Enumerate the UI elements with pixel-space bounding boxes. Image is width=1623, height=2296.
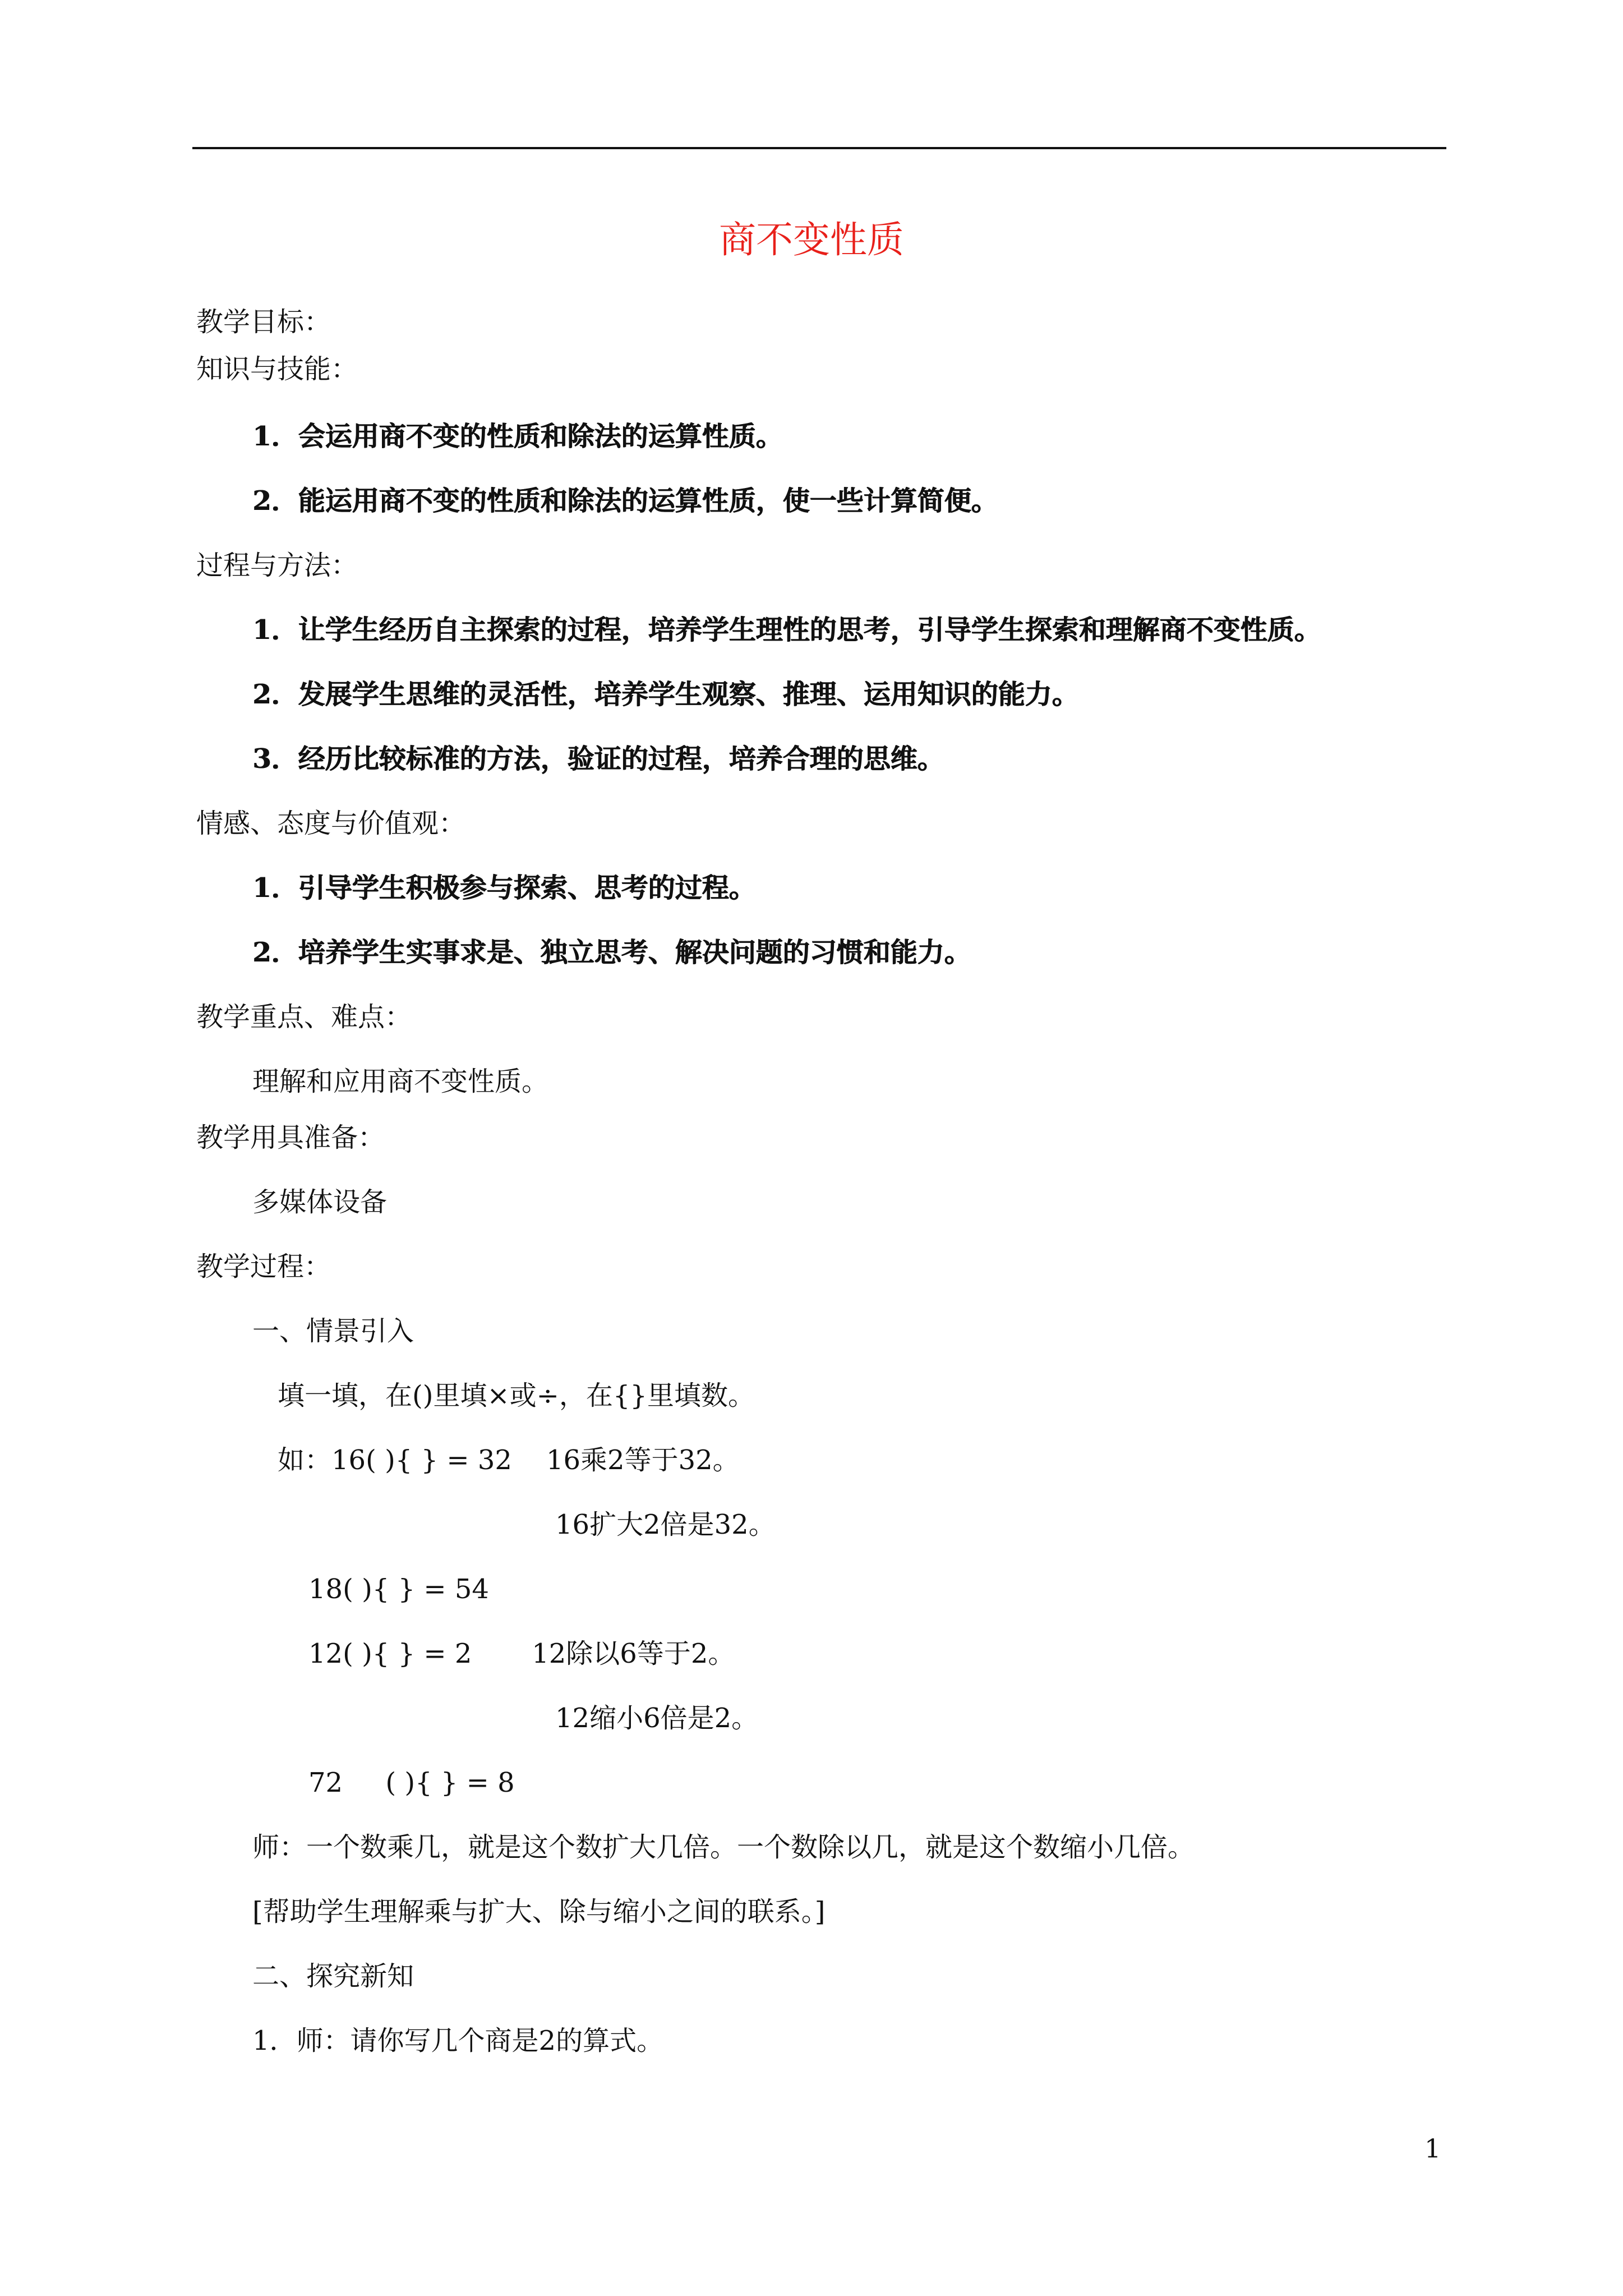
header-rule [192, 147, 1446, 149]
page-title: 商不变性质 [719, 218, 904, 261]
text-line: 多媒体设备 [252, 1186, 388, 1218]
text-line: 12( ){ } = 2 12除以6等于2。 [308, 1638, 735, 1669]
text-line: 2．能运用商不变的性质和除法的运算性质，使一些计算简便。 [252, 485, 998, 517]
text-line: 填一填，在()里填×或÷，在{}里填数。 [278, 1380, 755, 1411]
text-line: 如：16( ){ } = 32 16乘2等于32。 [278, 1444, 740, 1476]
text-line: 知识与技能： [196, 353, 358, 385]
text-line: 情感、态度与价值观： [196, 808, 466, 839]
text-line: 教学用具准备： [196, 1122, 385, 1153]
text-line: 3．经历比较标准的方法，验证的过程，培养合理的思维。 [252, 743, 944, 775]
text-line: 教学重点、难点： [196, 1001, 412, 1033]
text-line: 教学过程： [196, 1251, 331, 1282]
text-line: 1．让学生经历自主探索的过程，培养学生理性的思考，引导学生探索和理解商不变性质。 [252, 614, 1321, 646]
text-line: 72 ( ){ } = 8 [308, 1767, 515, 1798]
text-line: 教学目标： [196, 306, 331, 338]
page-number: 1 [1424, 2133, 1441, 2164]
text-line: 2．培养学生实事求是、独立思考、解决问题的习惯和能力。 [252, 937, 971, 968]
text-line: 18( ){ } = 54 [308, 1573, 489, 1605]
text-line: 二、探究新知 [252, 1961, 414, 1992]
text-line: 1．引导学生积极参与探索、思考的过程。 [252, 872, 756, 904]
text-line: 16扩大2倍是32。 [555, 1509, 776, 1540]
text-line: 12缩小6倍是2。 [555, 1703, 759, 1734]
text-line: 1．会运用商不变的性质和除法的运算性质。 [252, 421, 783, 452]
text-line: [帮助学生理解乘与扩大、除与缩小之间的联系。] [252, 1896, 826, 1927]
text-line: 理解和应用商不变性质。 [252, 1066, 549, 1097]
text-line: 一、情景引入 [252, 1315, 414, 1347]
text-line: 过程与方法： [196, 550, 358, 581]
text-line: 2．发展学生思维的灵活性，培养学生观察、推理、运用知识的能力。 [252, 679, 1079, 710]
text-line: 1．师：请你写几个商是2的算式。 [252, 2025, 664, 2056]
text-line: 师：一个数乘几，就是这个数扩大几倍。一个数除以几，就是这个数缩小几倍。 [252, 1832, 1195, 1863]
